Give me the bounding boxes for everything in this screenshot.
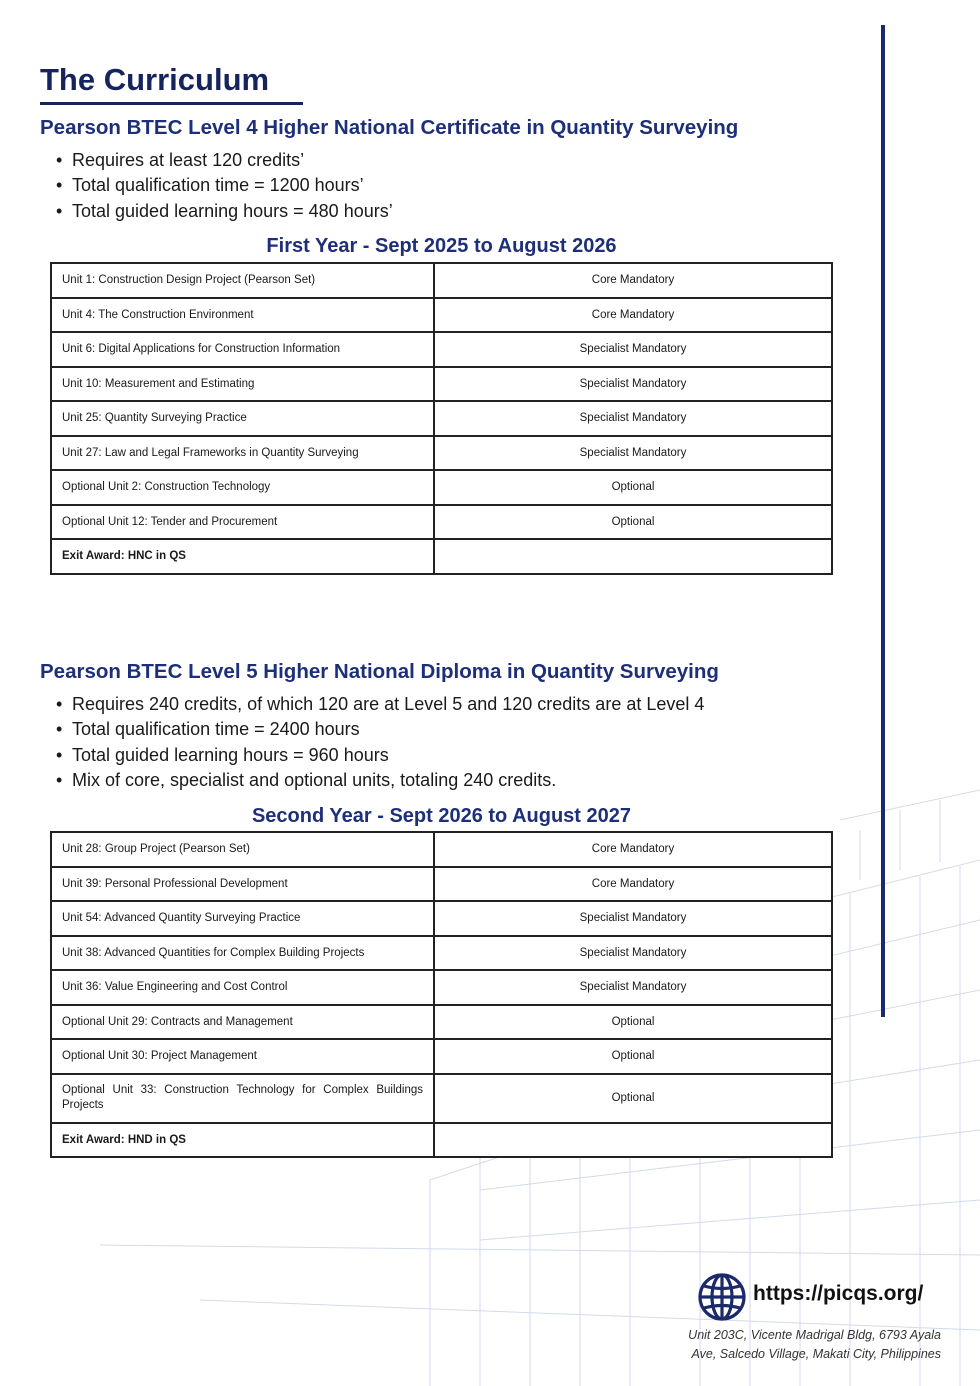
exit-award-row	[51, 539, 832, 574]
table-row	[51, 332, 832, 367]
table-row	[51, 901, 832, 936]
type-cell: Specialist Mandatory	[434, 970, 832, 1005]
unit-cell: Optional Unit 30: Project Management	[51, 1039, 434, 1074]
vertical-accent-rule	[881, 25, 885, 1017]
type-cell: Core Mandatory	[434, 298, 832, 333]
unit-cell: Unit 38: Advanced Quantities for Complex Building Projects	[51, 936, 434, 971]
address	[688, 1326, 941, 1364]
address-line-1: Unit 203C, Vicente Madrigal Bldg, 6793 Ayala	[688, 1328, 941, 1342]
table-row	[51, 970, 832, 1005]
hnd-bullet-list	[52, 692, 704, 793]
list-item: • Total guided learning hours = 960 hours	[52, 743, 704, 768]
type-cell: Optional	[434, 505, 832, 540]
unit-cell: Unit 27: Law and Legal Frameworks in Quantity Surveying	[51, 436, 434, 471]
exit-award-cell: Exit Award: HND in QS	[51, 1123, 434, 1158]
type-cell: Core Mandatory	[434, 867, 832, 902]
unit-cell: Unit 6: Digital Applications for Construction Information	[51, 332, 434, 367]
unit-cell: Unit 1: Construction Design Project (Pearson Set)	[51, 263, 434, 298]
table-row	[51, 401, 832, 436]
hnc-units-table	[50, 262, 833, 575]
list-item: • Total guided learning hours = 480 hours’	[52, 199, 393, 224]
type-cell: Optional	[434, 1039, 832, 1074]
table-row	[51, 367, 832, 402]
table-row	[51, 436, 832, 471]
type-cell: Optional	[434, 1005, 832, 1040]
website-link[interactable]: https://picqs.org/	[753, 1282, 924, 1305]
table-row	[51, 505, 832, 540]
table-row	[51, 1039, 832, 1074]
type-cell: Specialist Mandatory	[434, 901, 832, 936]
page-title: The Curriculum	[40, 62, 270, 97]
address-line-2: Ave, Salcedo Village, Makati City, Philippines	[691, 1347, 941, 1361]
table-row	[51, 936, 832, 971]
type-cell: Optional	[434, 1074, 832, 1123]
type-cell: Specialist Mandatory	[434, 401, 832, 436]
unit-cell: Unit 28: Group Project (Pearson Set)	[51, 832, 434, 867]
list-item: • Total qualification time = 2400 hours	[52, 717, 704, 742]
unit-cell: Optional Unit 29: Contracts and Management	[51, 1005, 434, 1040]
unit-cell: Optional Unit 12: Tender and Procurement	[51, 505, 434, 540]
unit-cell: Unit 4: The Construction Environment	[51, 298, 434, 333]
type-cell: Specialist Mandatory	[434, 436, 832, 471]
exit-award-cell: Exit Award: HNC in QS	[51, 539, 434, 574]
hnc-bullet-list	[52, 148, 393, 224]
list-item: • Requires at least 120 credits’	[52, 148, 393, 173]
table-row	[51, 1005, 832, 1040]
list-item: • Mix of core, specialist and optional units, totaling 240 credits.	[52, 768, 704, 793]
globe-icon	[697, 1272, 747, 1322]
table-row	[51, 470, 832, 505]
table-row	[51, 832, 832, 867]
unit-cell: Unit 54: Advanced Quantity Surveying Practice	[51, 901, 434, 936]
unit-cell: Unit 10: Measurement and Estimating	[51, 367, 434, 402]
second-year-heading: Second Year - Sept 2026 to August 2027	[251, 805, 632, 827]
type-cell: Specialist Mandatory	[434, 936, 832, 971]
list-item: • Requires 240 credits, of which 120 are at Level 5 and 120 credits are at Level 4	[52, 692, 704, 717]
hnd-units-table	[50, 831, 833, 1158]
unit-cell: Optional Unit 33: Construction Technology for Complex Buildings Projects	[51, 1074, 434, 1123]
hnd-heading: Pearson BTEC Level 5 Higher National Diploma in Quantity Surveying	[40, 660, 719, 683]
type-cell: Core Mandatory	[434, 832, 832, 867]
table-row	[51, 1074, 832, 1123]
title-underline	[40, 102, 303, 105]
type-cell: Specialist Mandatory	[434, 332, 832, 367]
hnc-heading: Pearson BTEC Level 4 Higher National Certificate in Quantity Surveying	[40, 116, 739, 139]
type-cell: Optional	[434, 470, 832, 505]
unit-cell: Unit 36: Value Engineering and Cost Control	[51, 970, 434, 1005]
type-cell: Core Mandatory	[434, 263, 832, 298]
empty-cell	[434, 539, 832, 574]
unit-cell: Optional Unit 2: Construction Technology	[51, 470, 434, 505]
unit-cell: Unit 39: Personal Professional Development	[51, 867, 434, 902]
table-row	[51, 867, 832, 902]
table-row	[51, 298, 832, 333]
list-item: • Total qualification time = 1200 hours’	[52, 173, 393, 198]
unit-cell: Unit 25: Quantity Surveying Practice	[51, 401, 434, 436]
table-row	[51, 263, 832, 298]
exit-award-row	[51, 1123, 832, 1158]
first-year-heading: First Year - Sept 2025 to August 2026	[266, 235, 617, 257]
empty-cell	[434, 1123, 832, 1158]
type-cell: Specialist Mandatory	[434, 367, 832, 402]
